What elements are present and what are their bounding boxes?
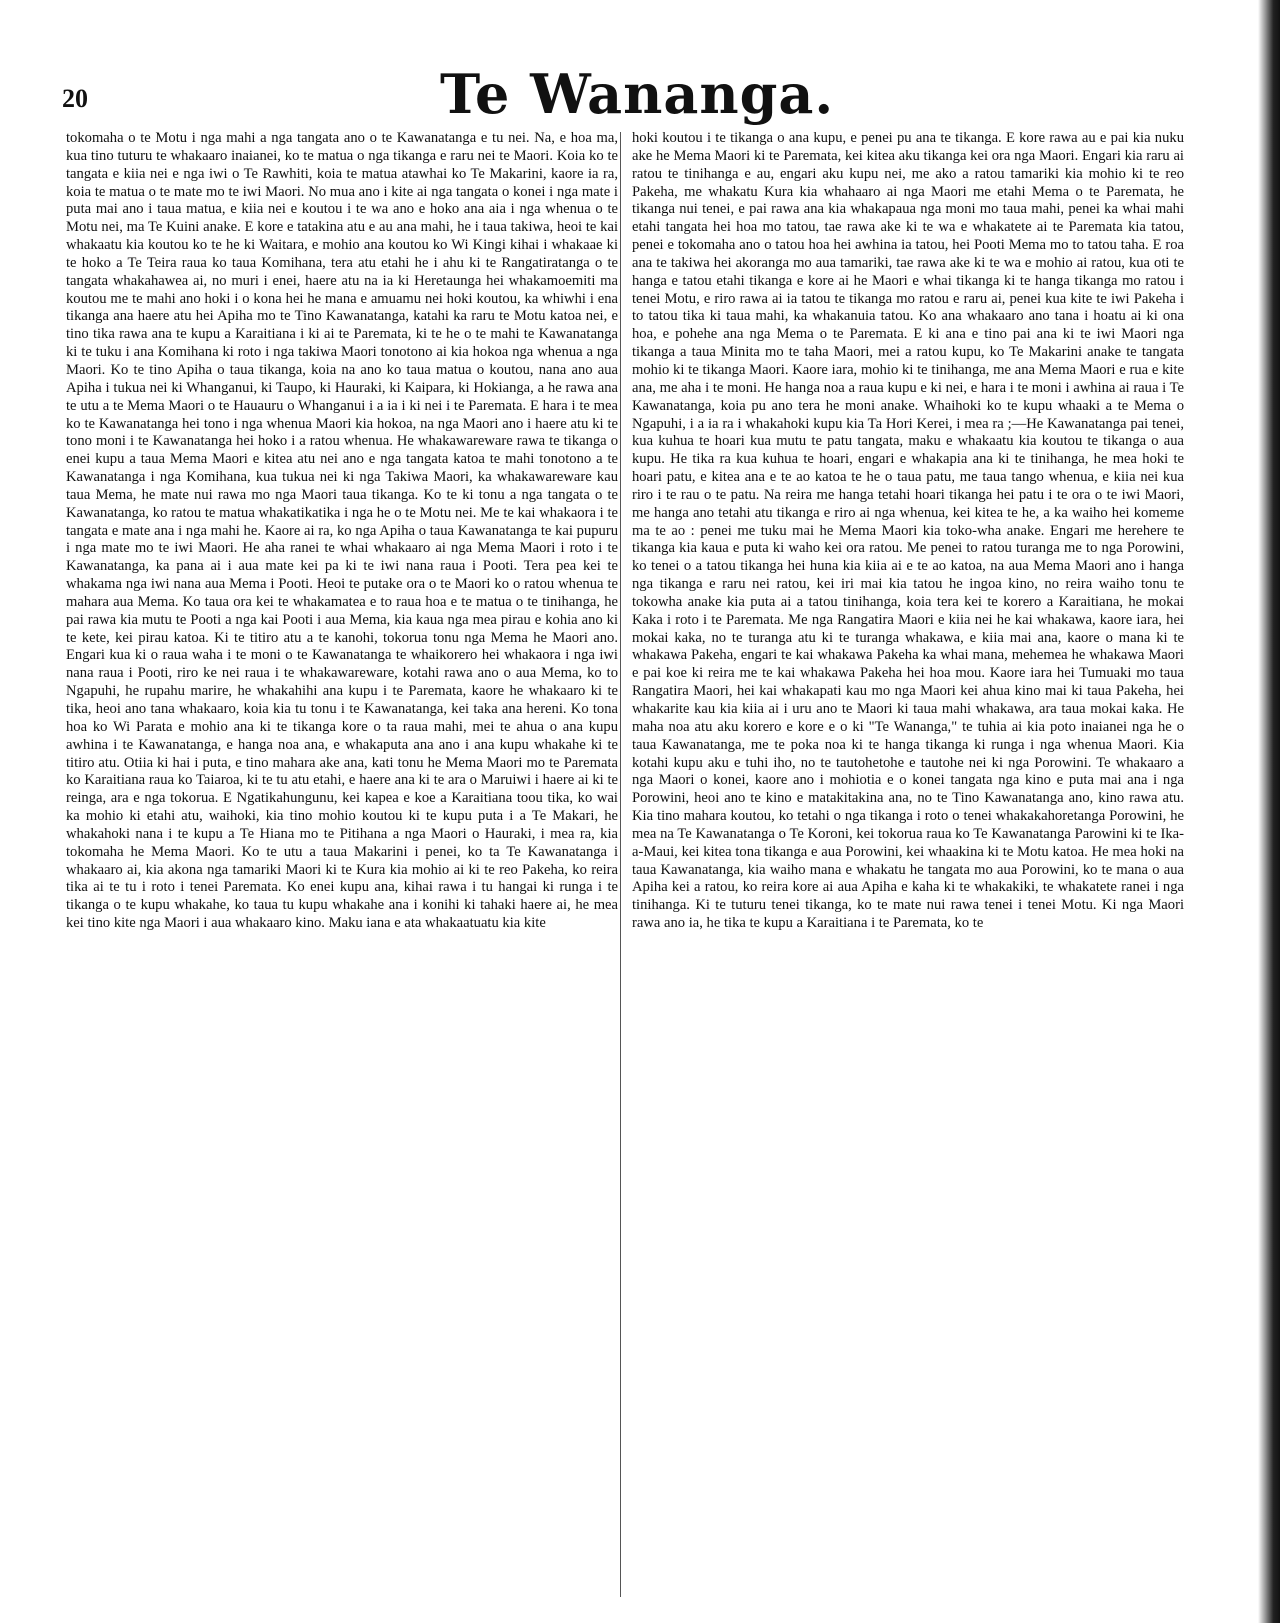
right-column — [632, 130, 1184, 933]
page-binding-edge — [1258, 0, 1280, 1623]
column-divider — [620, 132, 621, 1597]
page-number: 20 — [62, 84, 88, 113]
left-column — [66, 130, 618, 933]
left-column-text: tokomaha o te Motu i nga mahi a nga tangata ano o te Kawanatanga e tu nei. Na, e hoa ma, kua tino tuturu te whakaaro inaianei, ko te matua o nga tikanga e raru nei te Maori. Koia ko te tangata e kiia nei e nga iwi o Te Rawhiti, koia te matua atawhai ko Te Makarini, kaore ia ra, koia te matua o te mate mo te iwi Maori. No mua ano i kite ai nga tangata o konei i nga mate i puta mai ano i taua matua, e kiia nei e koutou i te wa ano e hoko ana aia i nga whenua o te Motu nei, ma Te Kuini anake. E kore e tatakina atu e au ana mahi, he i taua takiwa, heoi te kai whakaatu kia koutou ko te he ki Waitara, e mohio ana koutou ko Wi Kingi kihai i whakaae ki te hoko a Te Teira raua ko taua Komihana, tera atu etahi he i ahu ki te Rangatiratanga o te tangata whakahawea ai, no muri i enei, haere atu na ia ki Heretaunga hei whakamoemiti ma koutou me te mahi ano hoki i o kona hei he mana e amuamu nei hoki koutou, ka whiwhi i ena tikanga ana haere atu hei Apiha mo te Tino Kawanatanga, katahi ka raru te Motu katoa nei, e tino tika rawa ana te kupu a Karaitiana i ki ai te Paremata, ki te he o te mahi te Kawanatanga ki te tuku i ana Komihana ki roto i nga takiwa Maori tonotono ai kia hokoa nga whenua a nga Maori. Ko te tino Apiha o taua tikanga, koia na ano ko taua matua o koutou, nana ano aua Apiha i tukua nei ki Whanganui, ki Taupo, ki Hauraki, ki Kaipara, ki Hokianga, a he rawa ana te utu a te Mema Maori o te Hauauru o Whanganui i a ia i ki nei i te Paremata. E hara i te mea ko te Kawanatanga hei tono i nga whenua Maori kia hokoa, na nga Maori ano i haere atu ki te tono moni i te Kawanatanga hei hoko i a ratou whenua. He whakawareware rawa te tikanga o enei kupu a taua Mema Maori e kitea atu nei ano e nga tangata katoa te mahi tonotono a te Kawanatanga i nga Komihana, kua tukua nei ki nga Takiwa Maori, ka whakawareware kau taua Mema, he mate nui rawa mo nga Maori taua tikanga. Ko te ki tonu a nga tangata o te Kawanatanga, ko ratou te matua whakatikatika i nga he o te Motu nei. Me te kai whakaora i te tangata e mate ana i nga mahi he. Kaore ai ra, ko nga Apiha o taua Kawanatanga te kai pupuru i nga mate mo te iwi Maori. He aha ranei te whai whakaaro ai nga Mema Maori i roto i te Kawanatanga, ka pana ai i aua mate kei pa ki te iwi nana raua i Pooti. Tera pea kei te whakama nga iwi nana aua Mema i Pooti. Heoi te putake ora o te Maori ko o ratou whenua te mahara aua Mema. Ko taua ora kei te whakamatea e to raua hoa e te matua o te tinihanga, he pai rawa kia mutu te Pooti a nga kai Pooti i aua Mema, kia kaua nga mea pirau e kohia ano ki te kete, kei pirau katoa. Ki te titiro atu a te kanohi, tokorua tonu nga Mema he Maori ano. Engari kua ki o raua waha i te moni o te Kawanatanga te whaikorero hei whakaora i nga iwi nana raua i Pooti, riro ke nei raua i te whakawareware, kotahi rawa ano o aua Mema, ko to Ngapuhi, he rupahu marire, he whakahihi ana kupu i te Paremata, kaore he whakaaro ki te tika, heoi ano tana whakaaro, koia kia tu tonu i te Kawanatanga, kei taka ana hereni. Ko tona hoa ko Wi Parata e mohio ana ki te tikanga kore o ta raua mahi, mei te ahua o ana kupu awhina i te Kawanatanga, e hanga noa ana, e whakaputa ana ano i ana kupu whakahe ki te titiro atu. Otiia ki hai i puta, e tino mahara ake ana, kati tonu he Mema Maori mo te Paremata ko Karaitiana raua ko Taiaroa, ki te tu atu etahi, e haere ana ki te ara o Maruiwi i haere ai ki te reinga, ara e nga tokorua. E Ngatikahungunu, kei kapea e koe a Karaitiana toou tika, ko wai ka mohio ki etahi atu, waihoki, kia tino mohio koutou ki te kupu puta i a Te Makari, he whakahoki nana i te kupu a Te Hiana mo te Pitihana a nga Maori o Hauraki, i mea ra, kia tokomaha he Mema Maori. Ko te utu a taua Makarini i penei, ko ta Te Kawanatanga i whakaaro ai, kia akona nga tamariki Maori ki te Kura kia mohio ai ki te reo Pakeha, ko reira tika ai te tu i roto i tenei Paremata. Ko enei kupu ana, kihai rawa i tu hangai ki runga i te tikanga o te kupu whakahe, ko taua tu kupu whakahe ana i konihi ki tahaki haere ai, he mea kei tino kite nga Maori i aua whakaaro kino. Maku iana e ata whakaatuatu kia kite — [66, 130, 618, 932]
right-column-text: hoki koutou i te tikanga o ana kupu, e penei pu ana te tikanga. E kore rawa au e pai kia nuku ake he Mema Maori ki te Paremata, kei kitea aku tikanga kei ora nga Maori. Engari kia raru ai ratou te tinihanga e au, engari aku kupu nei, me ako a ratou tamariki kia mohio ki te reo Pakeha, me whakatu Kura kia whahaaro ai nga Maori me etahi Mema o te Paremata, he tikanga nui tenei, e pai rawa ana kia whakapaua nga moni mo taua mahi, penei ka whai mahi etahi tangata hei hoa mo tatou, tae rawa ake ki te wa e whakatete ai te Paremata kia tatou, penei e tokomaha ano o tatou hoa hei awhina ia tatou, hei Pooti Mema mo to tatou taha. E roa ana te takiwa hei akoranga mo aua tamariki, tae rawa ake ki te wa e mohio ai ratou, kua oti te hanga e tatou etahi tikanga e kore ai he Maori e whai tikanga ki te hanga tikanga mo ratou i tenei Motu, e riro rawa ai ia tatou te tikanga mo ratou e raru ai, penei kua kite te iwi Pakeha i to tatou tika ki taua mahi, ka whakanuia tatou. Ko ana whakaaro ano tana i hoatu ai ki ona hoa, e pohehe ana nga Mema o te Paremata. E ki ana e tino pai ana ki te iwi Maori nga tikanga a taua Minita mo te taha Maori, mei a ratou kupu, ko Te Makarini anake te tangata mohio ki te tikanga Maori. Kaore iara, mohio ki te tinihanga, me ana Mema Maori e rua e kite ana, me aha i te moni. He hanga noa a raua kupu e ki nei, e hara i te moni i awhina ai raua i Te Kawanatanga, koia pu ano tera he moni anake. Whaihoki ko te kupu whaaki a te Mema o Ngapuhi, i a ia ra i whakahoki kupu kia Ta Hori Kerei, i mea ra ;—He Kawanatanga pai tenei, kua kuhua te hoari kua mutu te patu tangata, maku e whakaatu kia koutou te tikanga o aua kupu. He tika ra kua kuhua te hoari, engari e whakapia ana ki te tinihanga, he mea hoki te hoari patu, e kitea ana e te ao katoa te he o taua patu, me taua tango whenua, e kiia nei kua riro i te rau o te patu. Na reira me hanga tetahi hoari tikanga hei patu i te ora o te iwi Maori, me hanga ano tetahi atu tikanga e riro ai nga whenua, kei kitea te he, a ka waiho hei komeme ma te ao : penei me tuku mai he Mema Maori kia toko-wha anake. Engari me herehere te tikanga kia kaua e puta ki waho kei ora ratou. Me penei to ratou turanga me to nga Porowini, ko tenei o a tatou tikanga hei huna kia kiia ai e te ao katoa, na aua Mema Maori ano i hanga nga tikanga e raru nei ratou, kei iri mai kia tatou he ingoa kino, no reira waiho tonu te tokowha anake kia puta ai a tatou tinihanga, koia tera kei te korero a Karaitiana, he mokai Kaka i roto i te Paremata. Me nga Rangatira Maori e kiia nei he kai whakawa, kaore iara, hei mokai kaka, no te turanga atu ki te turanga whakawa, e kiia mai ana, kaore o mana ki te whakawa Pakeha, engari te kai whakawa Pakeha ka whai mana, mehemea he whakawa Maori e pai koe ki reira me te kai whakawa Pakeha hei hoa mou. Kaore iara hei Tumuaki mo taua Rangatira Maori, hei kai whakapati kau mo nga Maori kei ahua kino mai ki taua Pakeha, hei whakarite kau kia kiia ai i uru ano te Maori ki taua mahi whakawa, ara taua mokai kaka. He maha noa atu aku korero e kore e o ki "Te Wananga," te tuhia ai kia poto inaianei nga he o taua Kawanatanga, me te poka noa ki te hanga tikanga ki runga i nga whenua Maori. Kia kotahi kupu aku e tuhi iho, no te tautohetohe e tautohe nei ki nga Porowini. Te whakaaro a nga Maori o konei, kaore ano i mohiotia e o konei tangata nga kino e puta mai ana i nga Porowini, heoi ano te kino e matakitakina ana, no te Tino Kawanatanga ano, kino rawa atu. Kia tino mahara koutou, ko tetahi o nga tikanga i roto o tenei whakakahoretanga Porowini, he mea na Te Kawanatanga o Te Koroni, kei tokorua raua ko Te Kawanatanga Parowini ki te Ika-a-Maui, kei kitea tona tikanga e aua Porowini, kei whaakina ki te Motu katoa. He mea hoki na taua Kawanatanga, kia waiho mana e whakatu he tangata mo aua Porowini, ko te mana o aua Apiha kei a ratou, ko reira kore ai aua Apiha e kaha ki te whakakiki, te whakatete ranei i nga tinihanga. Ki te tuturu tenei tikanga, ko te mate nui rawa tenei i tenei Motu. Ki nga Maori rawa ano ia, he tika te kupu a Karaitiana i te Paremata, ko te — [632, 130, 1184, 932]
masthead-title: Te Wananga. — [440, 62, 835, 126]
